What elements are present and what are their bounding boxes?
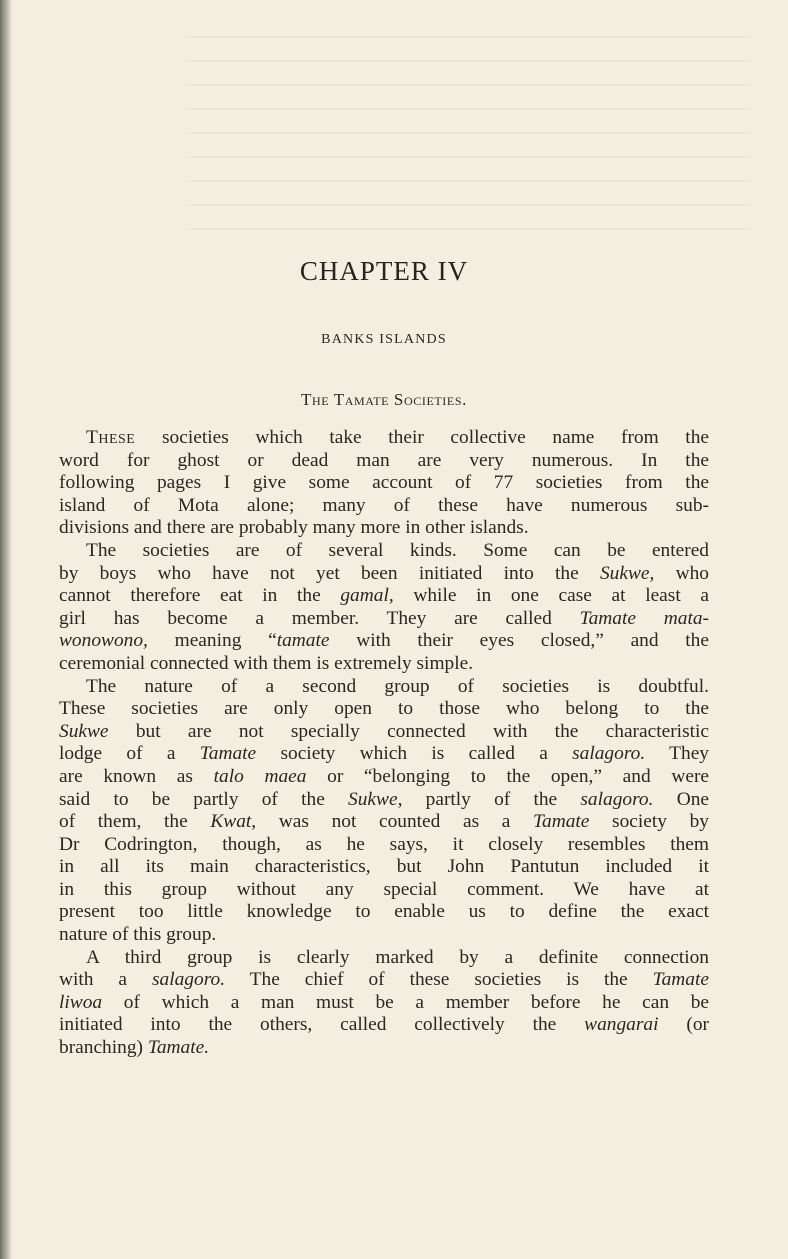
text-span: partly of the	[402, 788, 581, 810]
text-line	[59, 879, 709, 902]
text-span: These	[86, 427, 136, 448]
book-binding-shadow	[0, 0, 12, 1259]
text-span: word for ghost or dead man are very numerous. In the	[59, 449, 709, 471]
text-span: societies which take their collective name from the	[135, 427, 709, 448]
text-span: with a	[59, 969, 152, 991]
text-span: girl has become a member. They are called	[59, 607, 580, 629]
body-text	[59, 427, 709, 1060]
text-span: initiated into the others, called collectively the	[59, 1014, 585, 1036]
italic-term: Tamate.	[147, 1037, 210, 1059]
text-line	[59, 563, 709, 586]
text-line	[59, 1014, 709, 1037]
text-line	[59, 811, 709, 834]
text-span: of which a man must be a member before he can be	[102, 991, 709, 1013]
italic-term: wonowono,	[59, 630, 148, 652]
text-span: The societies are of several kinds. Some can be entered	[86, 539, 709, 561]
text-line	[59, 450, 709, 473]
italic-term: liwoa	[59, 991, 103, 1013]
italic-term: Tamate	[652, 969, 710, 991]
text-line	[59, 924, 709, 947]
italic-term: Sukwe,	[348, 788, 403, 810]
text-span: The nature of a second group of societies is doubtful.	[86, 675, 709, 697]
text-span: society by	[589, 811, 709, 833]
show-through-text	[190, 16, 750, 246]
paragraph	[59, 947, 709, 1060]
italic-term: salagoro.	[151, 969, 226, 991]
text-span: with their eyes closed,” and the	[329, 630, 709, 652]
text-span: They	[645, 743, 709, 765]
text-line	[59, 969, 709, 992]
text-line	[59, 856, 709, 879]
italic-term: Tamate	[533, 811, 590, 833]
text-line	[59, 495, 709, 518]
text-line	[59, 585, 709, 608]
italic-term: Tamate	[199, 743, 257, 765]
text-line	[59, 992, 709, 1015]
text-line	[59, 540, 709, 563]
text-span: nature of this group.	[59, 924, 217, 946]
text-span: meaning “	[147, 630, 277, 652]
text-line	[59, 427, 709, 450]
text-span: present too little knowledge to enable us to define the exact	[59, 901, 709, 923]
text-span: said to be partly of the	[59, 788, 349, 810]
subsection-title: The Tamate Societies.	[301, 390, 467, 409]
text-span: island of Mota alone; many of these have numerous sub-	[59, 494, 709, 516]
text-span: branching)	[59, 1037, 148, 1059]
text-line	[59, 472, 709, 495]
text-line	[59, 676, 709, 699]
text-span: lodge of a	[59, 743, 200, 765]
text-span: are known as	[59, 765, 214, 787]
text-span: One	[653, 788, 710, 810]
text-line	[59, 834, 709, 857]
italic-term: tamate	[276, 630, 330, 652]
text-span: in this group without any special comment. We have at	[59, 878, 709, 900]
text-span: divisions and there are probably many more in other islands.	[59, 517, 529, 539]
italic-term: salagoro.	[580, 788, 654, 810]
text-line	[59, 789, 709, 812]
chapter-title: CHAPTER IV	[299, 256, 469, 286]
text-span: but are not specially connected with the characteristic	[108, 720, 709, 742]
text-line	[59, 608, 709, 631]
text-span: while in one case at least a	[393, 585, 709, 607]
text-line	[59, 766, 709, 789]
text-span: Dr Codrington, though, as he says, it closely resembles them	[59, 833, 709, 855]
text-span: The chief of these societies is the	[225, 969, 653, 991]
section-title: BANKS ISLANDS	[321, 332, 447, 347]
text-span: ceremonial connected with them is extremely simple.	[59, 652, 474, 674]
italic-term: wangarai	[584, 1014, 659, 1036]
paragraph	[59, 540, 709, 676]
text-span: following pages I give some account of 77 societies from the	[59, 472, 709, 494]
text-span: These societies are only open to those who belong to the	[59, 698, 709, 720]
text-line	[59, 698, 709, 721]
text-line	[59, 721, 709, 744]
text-span: in all its main characteristics, but John Pantutun included it	[59, 856, 709, 878]
paragraph	[59, 676, 709, 947]
italic-term: gamal,	[340, 585, 394, 607]
italic-term: talo maea	[213, 765, 307, 787]
text-line	[59, 901, 709, 924]
text-span: was not counted as a	[256, 811, 533, 833]
italic-term: Tamate mata-	[579, 607, 709, 629]
text-line	[59, 947, 709, 970]
text-line	[59, 743, 709, 766]
text-line	[59, 517, 709, 540]
text-span: A third group is clearly marked by a definite connection	[86, 946, 709, 968]
text-span: or “belonging to the open,” and were	[306, 765, 710, 787]
text-line	[59, 1037, 709, 1060]
italic-term: Kwat,	[210, 811, 257, 833]
italic-term: Sukwe,	[599, 562, 655, 584]
text-span: cannot therefore eat in the	[59, 585, 341, 607]
text-span: by boys who have not yet been initiated into the	[59, 562, 600, 584]
text-line	[59, 630, 709, 653]
italic-term: salagoro.	[572, 743, 646, 765]
text-span: society which is called a	[256, 743, 573, 765]
italic-term: Sukwe	[59, 720, 109, 742]
text-span: who	[654, 562, 710, 584]
paragraph	[59, 427, 709, 540]
text-span: of them, the	[59, 811, 211, 833]
text-line	[59, 653, 709, 676]
text-span: (or	[658, 1014, 709, 1036]
